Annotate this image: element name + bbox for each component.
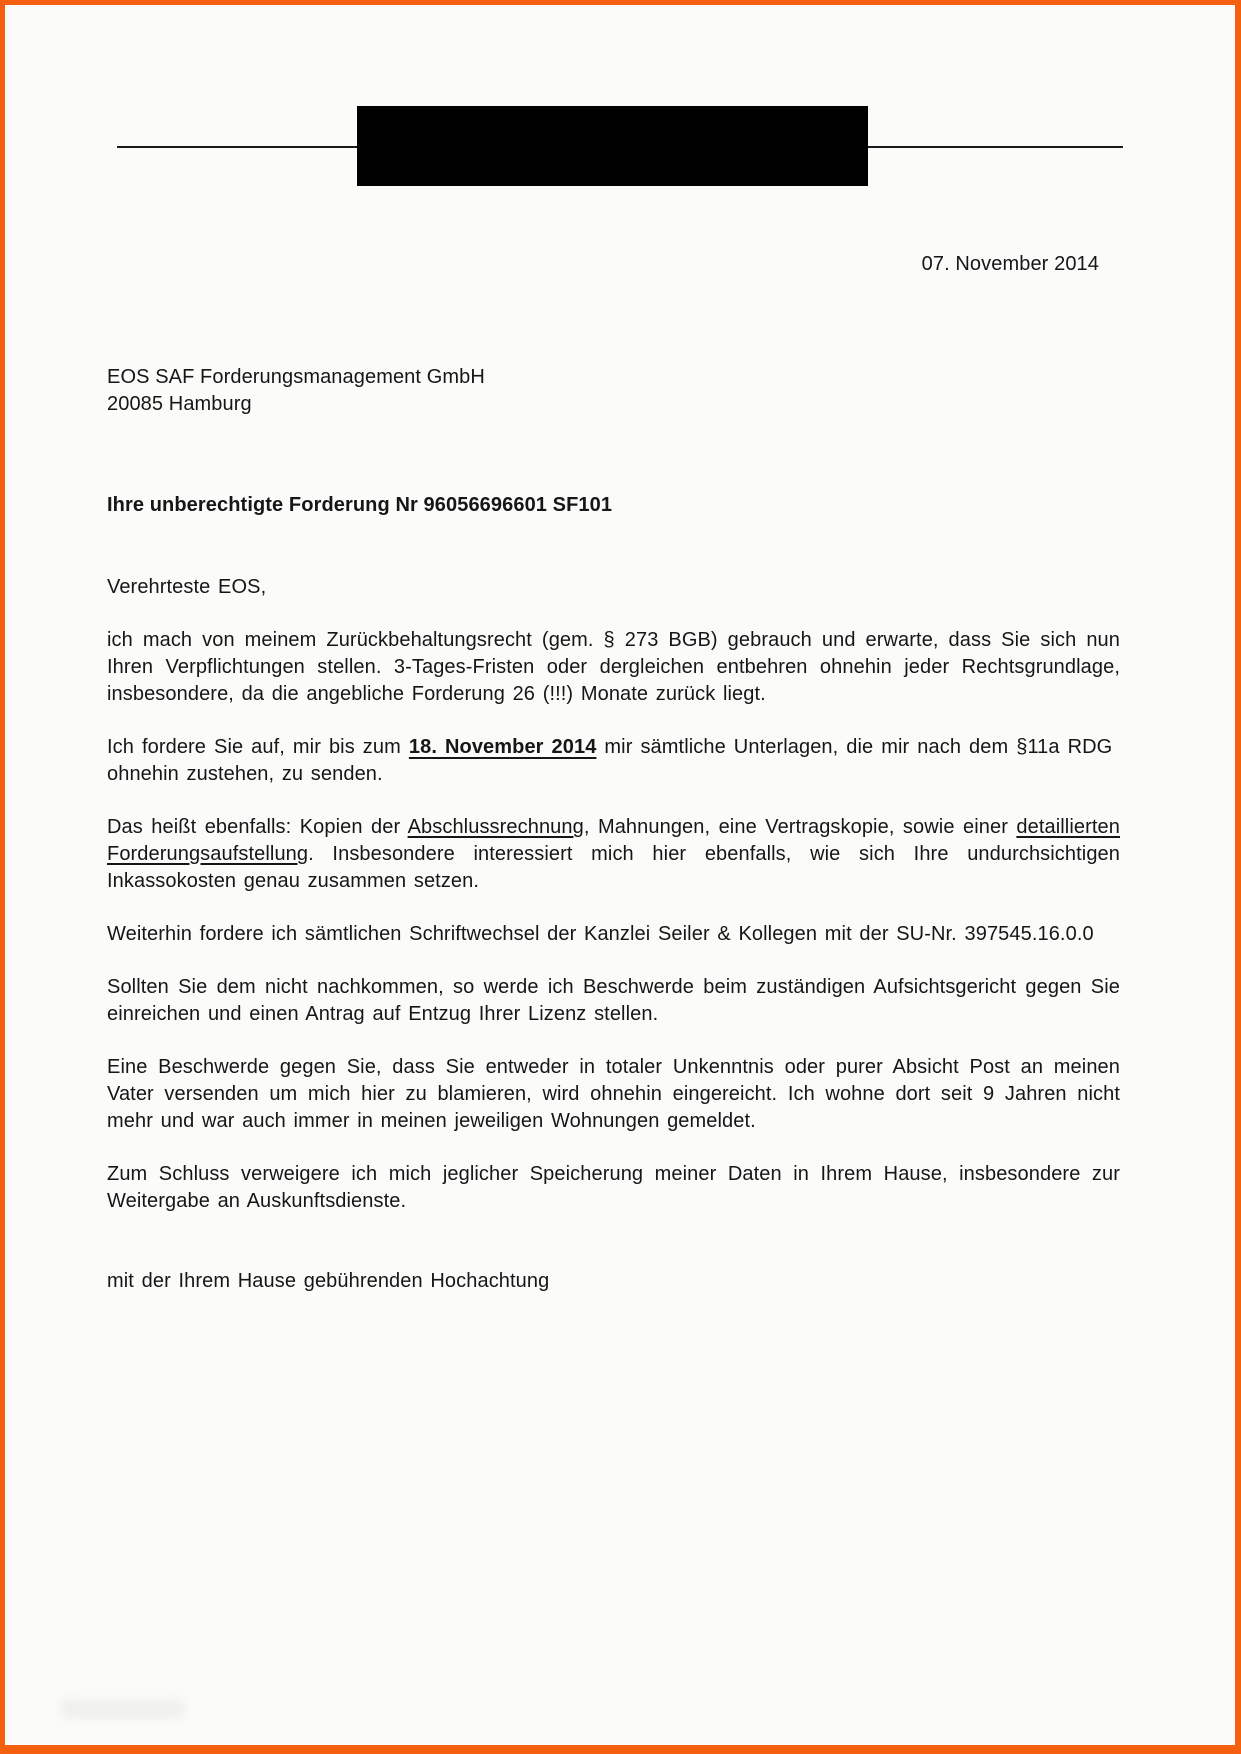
- documents-text-mid: , Mahnungen, eine Vertragskopie, sowie einer: [583, 816, 1017, 838]
- documents-text-post: . Insbesondere interessiert mich hier ebenfalls, wie sich Ihre undurchsichtigen Inkassokosten genau zusammen setzen.: [107, 843, 1120, 892]
- document-abschlussrechnung: Abschlussrechnung: [407, 816, 584, 838]
- paragraph-wrong-address: Eine Beschwerde gegen Sie, dass Sie entweder in totaler Unkenntnis oder purer Absicht Post an meinen Vater versenden um mich hier zu blamieren, wird ohnehin eingereicht. Ich wohne dort seit 9 Jahren nicht mehr und war auch immer in meinen jeweiligen Wohnungen gemeldet.: [107, 1056, 1120, 1132]
- letter-body: [107, 574, 1120, 1321]
- deadline-date: 18. November 2014: [408, 736, 597, 758]
- paragraph-retention-right: ich mach von meinem Zurückbehaltungsrecht (gem. § 273 BGB) gebrauch und erwarte, dass Sie sich nun Ihren Verpflichtungen stellen. 3-Tages-Fristen oder dergleichen entbehren ohnehin jeder Rechtsgrundlage, insbesondere, da die angebliche Forderung 26 (!!!) Monate zurück liegt.: [107, 629, 1120, 705]
- paragraph-deadline: [107, 734, 1120, 788]
- documents-text-pre: Das heißt ebenfalls: Kopien der: [107, 816, 408, 838]
- letter-date: 07. November 2014: [921, 253, 1099, 275]
- deadline-text-post: mir sämtliche Unterlagen, die mir nach dem §11a RDG ohnehin zustehen, zu senden.: [107, 736, 1121, 785]
- redacted-sender-block: [357, 106, 868, 186]
- deadline-text-pre: Ich fordere Sie auf, mir bis zum: [107, 736, 409, 758]
- recipient-name: EOS SAF Forderungsmanagement GmbH: [107, 366, 485, 388]
- recipient-city: 20085 Hamburg: [107, 393, 252, 415]
- paragraph-correspondence: Weiterhin fordere ich sämtlichen Schriftwechsel der Kanzlei Seiler & Kollegen mit der SU-Nr. 397545.16.0.0: [107, 923, 1094, 945]
- salutation: Verehrteste EOS,: [107, 576, 267, 598]
- paragraph-complaint-threat: Sollten Sie dem nicht nachkommen, so werde ich Beschwerde beim zuständigen Aufsichtsgericht gegen Sie einreichen und einen Antrag auf Entzug Ihrer Lizenz stellen.: [107, 976, 1120, 1025]
- recipient-address: [107, 364, 485, 418]
- paragraph-documents: [107, 814, 1120, 895]
- subject-line: Ihre unberechtigte Forderung Nr 96056696601 SF101: [107, 494, 613, 516]
- document-forderungsaufstellung: detaillierten Forderungsaufstellung: [107, 816, 1120, 865]
- faint-watermark: [60, 1699, 185, 1719]
- closing-line: mit der Ihrem Hause gebührenden Hochachtung: [107, 1270, 550, 1292]
- paragraph-data-storage: Zum Schluss verweigere ich mich jeglicher Speicherung meiner Daten in Ihrem Hause, insbesondere zur Weitergabe an Auskunftsdienste.: [107, 1163, 1120, 1212]
